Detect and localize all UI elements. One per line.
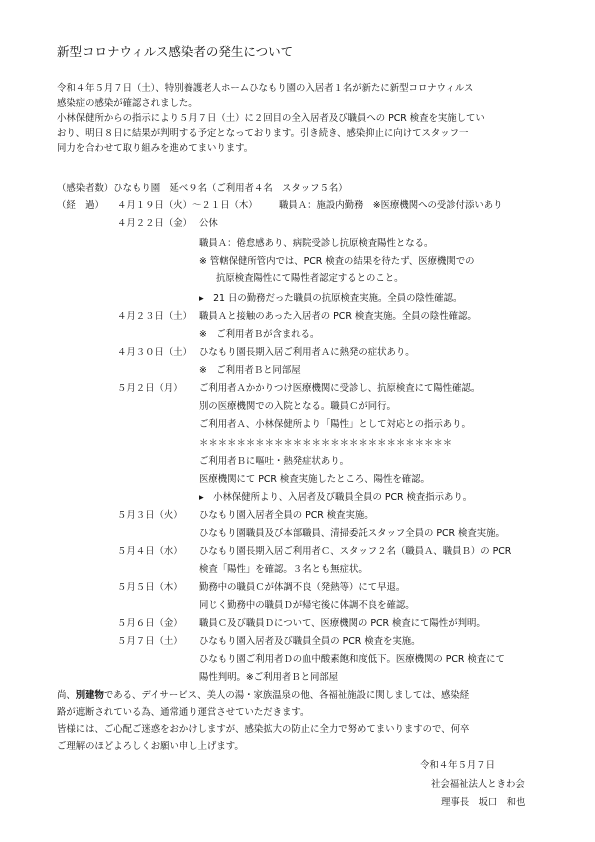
event-separator-line: ＊＊＊＊＊＊＊＊＊＊＊＊＊＊＊＊＊＊＊＊＊＊＊＊＊＊＊ — [199, 438, 453, 449]
signature-organization: 社会福祉法人ときわ会 — [431, 779, 525, 790]
event-line: 抗原検査陽性にて陽性者認定するとのこと。 — [216, 273, 404, 284]
event-line: ひなもり園入居者及び職員全員の PCR 検査を実施。 — [199, 636, 421, 647]
event-line: 公休 — [199, 218, 218, 229]
event-date: ４月２２日（金） — [117, 218, 193, 229]
event-date: ４月１９日（火）～２１日（木） — [117, 200, 258, 211]
event-line: ひなもり園長期入居ご利用者Ａに熱発の症状あり。 — [199, 347, 415, 358]
event-line: 職員Ａと接触のあった入居者の PCR 検査実施。全員の陰性確認。 — [199, 311, 477, 322]
intro-line-5: 同力を合わせて取り組みを進めてまいります。 — [57, 143, 254, 154]
event-line: 検査「陽性」を確認。３名とも無症状。 — [199, 564, 368, 575]
event-date: ５月７日（土） — [117, 636, 183, 647]
progress-label: （経 過） — [57, 200, 104, 211]
event-date: ５月３日（火） — [117, 510, 183, 521]
event-date: ４月２３日（土） — [117, 311, 193, 322]
event-line: ※ 管轄保健所管内では、PCR 検査の結果を待たず、医療機関での — [199, 256, 475, 267]
signature-name: 理事長 坂口 和也 — [441, 797, 526, 808]
event-line: ひなもり園職員及び本部職員、清掃委託スタッフ全員の PCR 検査実施。 — [199, 528, 505, 539]
closing-bold-term: 別建物 — [75, 690, 104, 701]
closing-line-4: ご理解のほどよろしくお願い申し上げます。 — [57, 741, 244, 752]
event-line: ご利用者Ａ、小林保健所より「陽性」として対応との指示あり。 — [199, 419, 471, 430]
closing-line-2: 路が遮断されている為、通常通り運営させていただきます。 — [57, 707, 310, 718]
closing-rest: である、デイサービス、美人の湯・家族温泉の他、各福祉施設に関しましては、感染経 — [103, 690, 470, 701]
event-line: ▸ 小林保健所より、入居者及び職員全員の PCR 検査指示あり。 — [199, 492, 473, 503]
event-date: ４月３０日（土） — [117, 347, 193, 358]
intro-line-2: 感染症の感染が確認されました。 — [57, 98, 198, 109]
event-date: ５月２日（月） — [117, 383, 183, 394]
event-line: 職員Ａ：倦怠感あり、病院受診し抗原検査陽性となる。 — [199, 238, 434, 249]
closing-prefix: 尚、 — [57, 690, 76, 701]
event-line: 別の医療機関での入院となる。職員Ｃが同行。 — [199, 401, 396, 412]
event-line: 医療機関にて PCR 検査実施したところ、陽性を確認。 — [199, 474, 430, 485]
signature-date: 令和４年５月７日 — [420, 760, 496, 771]
page-title: 新型コロナウィルス感染者の発生について — [57, 44, 294, 59]
event-line: ※ ご利用者Ｂと同部屋 — [199, 365, 301, 376]
event-line: ※ ご利用者Ｂが含まれる。 — [199, 329, 320, 340]
closing-line-3: 皆様には、ご心配ご迷惑をおかけしますが、感染拡大の防止に全力で努めてまいりますので、何卒 — [57, 724, 470, 735]
event-date: ５月４日（水） — [117, 546, 183, 557]
event-date: ５月６日（金） — [117, 618, 183, 629]
event-line: ひなもり園ご利用者Ｄの血中酸素飽和度低下。医療機関の PCR 検査にて — [199, 654, 505, 665]
event-date: ５月５日（木） — [117, 582, 183, 593]
closing-line-1 — [57, 690, 469, 702]
event-line: ご利用者Ａかかりつけ医療機関に受診し、抗原検査にて陽性確認。 — [199, 383, 481, 394]
event-line: 陽性判明。※ご利用者Ｂと同部屋 — [199, 672, 339, 683]
event-line: 勤務中の職員Ｃが体調不良（発熱等）にて早退。 — [199, 582, 406, 593]
event-line: 職員Ｃ及び職員Ｄについて、医療機関の PCR 検査にて陽性が判明。 — [199, 618, 486, 629]
event-line: ▸ 21 日の勤務だった職員の抗原検査実施。全員の陰性確認。 — [199, 293, 463, 304]
infection-count-line: （感染者数）ひなもり園 延べ９名（ご利用者４名 スタッフ５名） — [57, 183, 348, 194]
intro-line-4: おり、明日８日に結果が判明する予定となっております。引き続き、感染抑止に向けてスタッフ一 — [57, 128, 469, 139]
intro-line-3: 小林保健所からの指示により５月７日（土）に２回目の全入居者及び職員への PCR 検査を実施してい — [57, 113, 485, 124]
event-line: ご利用者Ｂに嘔吐・熱発症状あり。 — [199, 456, 350, 467]
event-line: 職員Ａ：施設内勤務 ※医療機関への受診付添いあり — [279, 200, 503, 211]
event-line: ひなもり園長期入居ご利用者Ｃ、スタッフ２名（職員Ａ、職員Ｂ）の PCR — [199, 546, 512, 557]
event-line: ひなもり園入居者全員の PCR 検査実施。 — [199, 510, 374, 521]
event-line: 同じく勤務中の職員Ｄが帰宅後に体調不良を確認。 — [199, 600, 415, 611]
intro-line-1: 令和４年５月７日（土）、特別養護老人ホームひなもり園の入居者１名が新たに新型コロナウィルス — [57, 83, 474, 94]
